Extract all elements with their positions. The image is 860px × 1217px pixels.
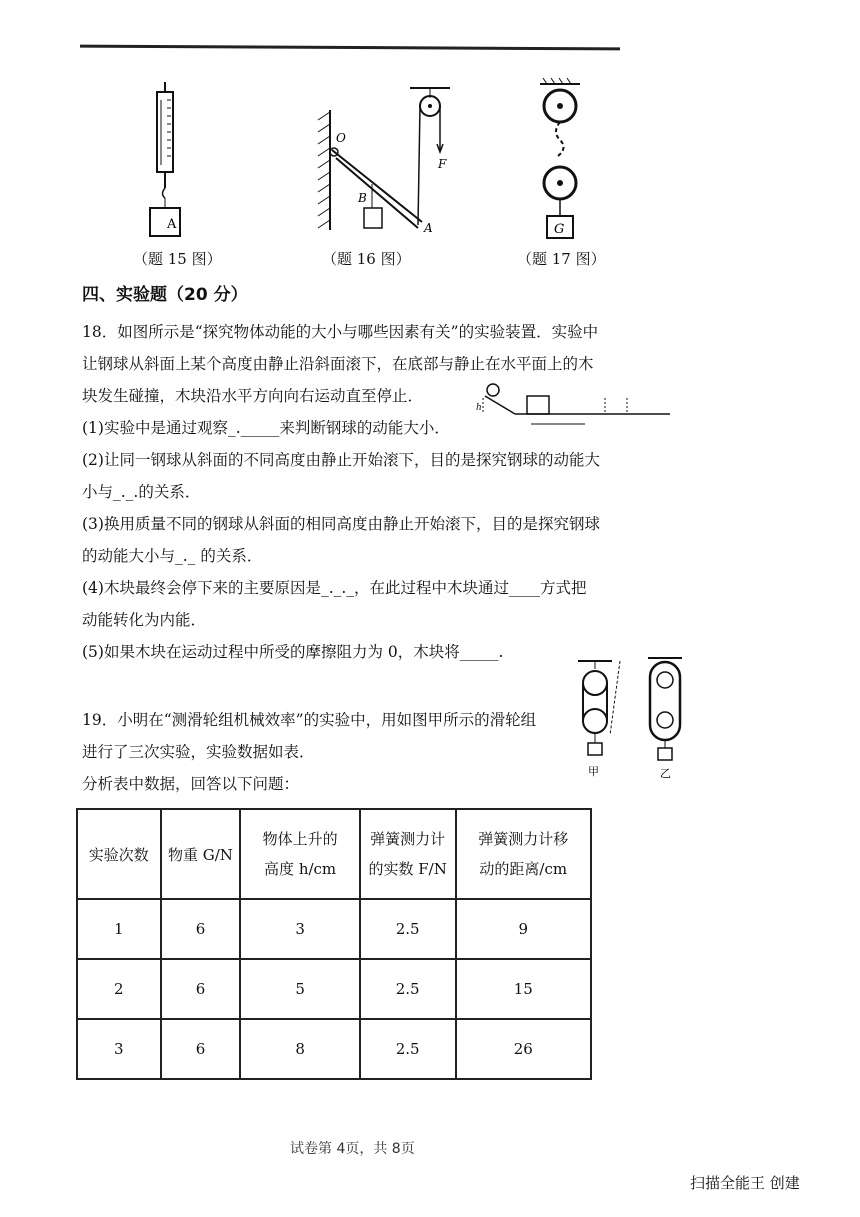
header-cell: 实验次数: [77, 809, 161, 899]
fig15-spring-scale-diagram: [130, 80, 210, 240]
fig15-caption: （题 15 图）: [133, 250, 222, 268]
table-cell: 5: [240, 959, 360, 1019]
table-cell: 3: [240, 899, 360, 959]
table-cell: 15: [456, 959, 592, 1019]
top-rule: [80, 45, 620, 51]
fig19-jia-pulley-diagram: [570, 655, 630, 780]
q18-item-4: (4)木块最终会停下来的主要原因是_._._，在此过程中木块通过____方式把: [82, 579, 587, 597]
q18-item-1: (1)实验中是通过观察_._____来判断钢球的动能大小．: [82, 419, 450, 437]
table-header-row: [77, 809, 591, 899]
table-cell: 3: [77, 1019, 161, 1079]
fig17-pulley-block-diagram: [525, 78, 595, 248]
scanner-watermark: 扫描全能王 创建: [690, 1174, 800, 1192]
header-cell: 物体上升的 高度 h/cm: [240, 809, 360, 899]
svg-text:A: A: [424, 221, 433, 235]
header-cell: 弹簧测力计 的实数 F/N: [360, 809, 456, 899]
fig19-label-jia: 甲: [588, 765, 599, 778]
svg-text:F: F: [438, 157, 447, 171]
q18-line-2: 让钢球从斜面上某个高度由静止沿斜面滚下，在底部与静止在水平面上的木: [82, 355, 594, 373]
svg-text:B: B: [358, 191, 367, 205]
fig16-caption: （题 16 图）: [322, 250, 411, 268]
table-row: [77, 959, 591, 1019]
fig19-yi-pulley-diagram: [640, 652, 690, 782]
table-cell: 26: [456, 1019, 592, 1079]
table-cell: 2: [77, 959, 161, 1019]
header-cell: 弹簧测力计移 动的距离/cm: [456, 809, 592, 899]
q18-item-4-cont: 动能转化为内能．: [82, 611, 207, 629]
q18-line-3: 块发生碰撞，木块沿水平方向向右运动直至停止．: [82, 387, 424, 405]
q18-line-1: 18．如图所示是“探究物体动能的大小与哪些因素有关”的实验装置．实验中: [82, 323, 599, 341]
fig17-caption: （题 17 图）: [517, 250, 606, 268]
table-cell: 6: [161, 959, 241, 1019]
page-number: 试卷第 4页，共 8页: [290, 1141, 415, 1157]
header-cell: 物重 G/N: [161, 809, 241, 899]
table-cell: 9: [456, 899, 592, 959]
table-cell: 2.5: [360, 899, 456, 959]
table-cell: 6: [161, 1019, 241, 1079]
svg-text:O: O: [336, 131, 346, 145]
q18-item-3-cont: 的动能大小与_._ 的关系．: [82, 547, 263, 565]
data-table: [76, 808, 592, 1080]
fig18-ramp-block-diagram: [475, 380, 675, 430]
page-number-clip: [290, 1136, 450, 1157]
q18-item-2-cont: 小与_._.的关系．: [82, 483, 201, 501]
table-row: [77, 1019, 591, 1079]
table-cell: 8: [240, 1019, 360, 1079]
fig15-label-a: A: [167, 217, 177, 232]
q19-line-3: 分析表中数据，回答以下问题：: [82, 775, 300, 793]
fig19-label-yi: 乙: [660, 767, 671, 780]
svg-text:h: h: [476, 403, 482, 413]
fig16-lever-pulley-diagram: [310, 80, 470, 240]
q18-item-5: (5)如果木块在运动过程中所受的摩擦阻力为 0，木块将_____.: [82, 643, 504, 661]
q19-line-2: 进行了三次实验，实验数据如表．: [82, 743, 315, 761]
q19-line-1: 19．小明在“测滑轮组机械效率”的实验中，用如图甲所示的滑轮组: [82, 711, 537, 729]
section-heading: 四、实验题（20 分）: [82, 285, 248, 305]
table-cell: 2.5: [360, 959, 456, 1019]
table-cell: 1: [77, 899, 161, 959]
table-cell: 6: [161, 899, 241, 959]
svg-text:G: G: [554, 222, 565, 237]
q18-item-3: (3)换用质量不同的钢球从斜面的相同高度由静止开始滚下，目的是探究钢球: [82, 515, 600, 533]
q18-item-2: (2)让同一钢球从斜面的不同高度由静止开始滚下，目的是探究钢球的动能大: [82, 451, 600, 469]
table-row: [77, 899, 591, 959]
table-cell: 2.5: [360, 1019, 456, 1079]
